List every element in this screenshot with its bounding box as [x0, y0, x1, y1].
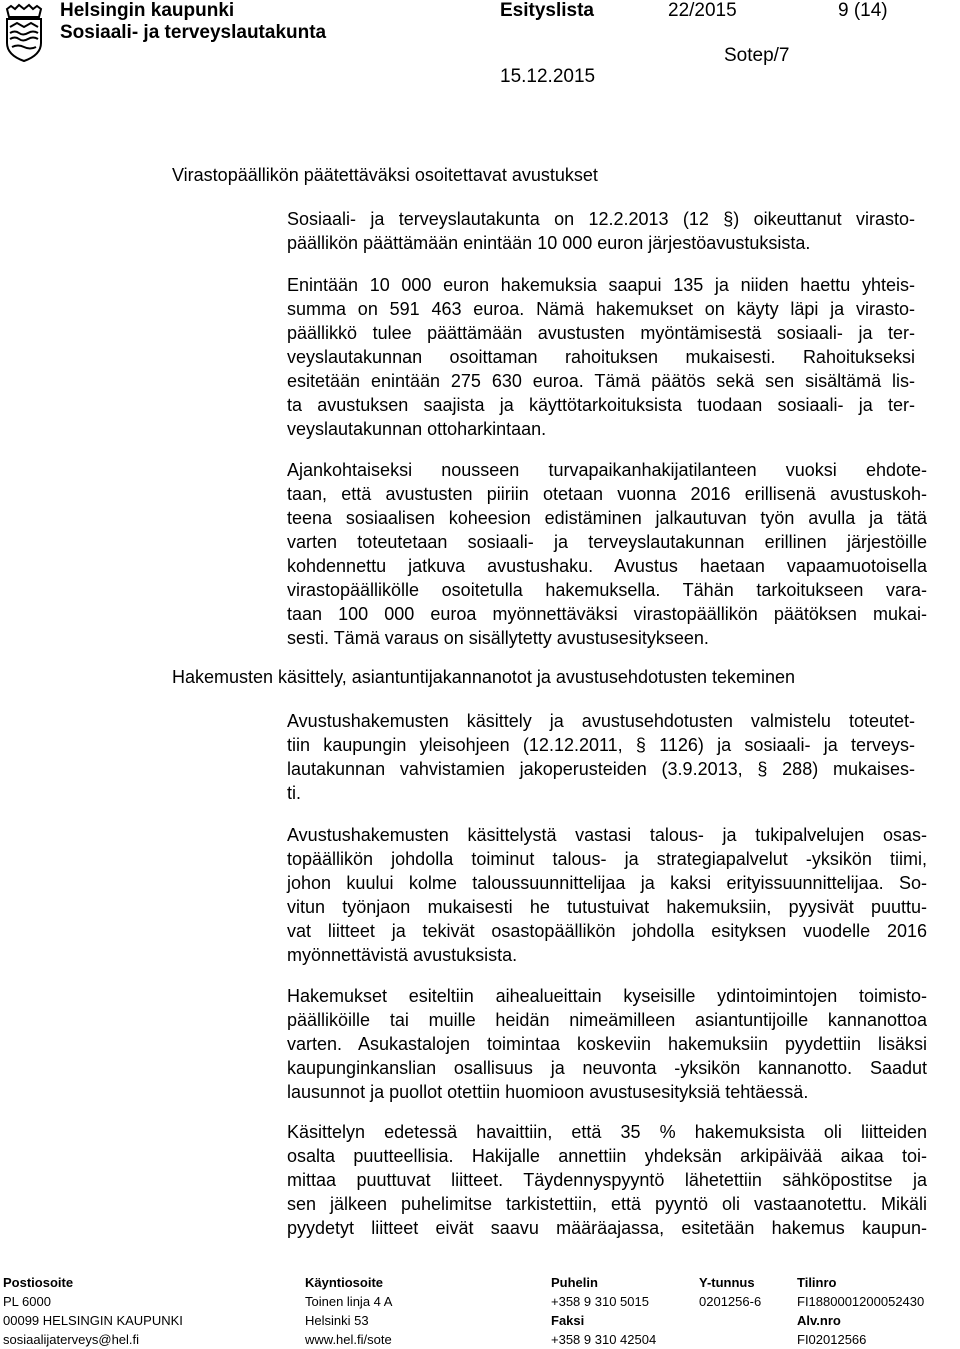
- page-number: 9 (14): [838, 0, 888, 21]
- board-name: Sosiaali- ja terveyslautakunta: [60, 22, 327, 43]
- footer-value: 0201256-6: [699, 1294, 762, 1309]
- text-line: Sosiaali- ja terveyslautakunta on 12.2.2013 (12 §) oikeuttanut virasto-: [287, 209, 915, 229]
- section-title: Virastopäällikön päätettäväksi osoitettavat avustukset: [172, 165, 598, 185]
- text-line: ta avustuksen saajista ja käyttötarkoituksista tuodaan sosiaali- ja ter-: [287, 395, 915, 415]
- paragraph-7: [287, 1120, 927, 1240]
- text-line: kaupunginkanslian osallisuus ja neuvonta -yksikön kannanotto. Saadut: [287, 1058, 927, 1078]
- footer-postal-address: [3, 1273, 183, 1349]
- footer-label: Tilinro: [797, 1275, 837, 1290]
- footer-value: +358 9 310 42504: [551, 1332, 657, 1347]
- text-line: vitun työnjaon mukaisesti he tutustuivat hakemuksiin, pyysivät puuttu-: [287, 897, 927, 917]
- footer-value: +358 9 310 5015: [551, 1294, 649, 1309]
- footer-label: Postiosoite: [3, 1275, 74, 1290]
- text-line: veyslautakunnan ottoharkintaan.: [287, 419, 547, 439]
- text-line: taan 100 000 euroa myönnettäväksi virastopäällikön päätöksen mukai-: [287, 604, 927, 624]
- text-line: osalta puutteellisia. Hakijalle annettiin yhdeksän arkipäivää aikaa toi-: [287, 1146, 927, 1166]
- footer-label: Y-tunnus: [699, 1275, 755, 1290]
- text-line: lausunnot ja puollot otettiin huomioon avustusesityksiä tehtäessä.: [287, 1082, 809, 1102]
- text-line: Avustushakemusten käsittely ja avustusehdotusten valmistelu toteutet-: [287, 711, 915, 731]
- footer-phone-fax: [551, 1273, 656, 1349]
- text-line: summa on 591 463 euroa. Nämä hakemukset on käyty läpi ja virasto-: [287, 299, 915, 319]
- text-line: johon kuului kolme taloussuunnittelijaa ja kaksi erityissuunnittelijaa. So-: [287, 873, 927, 893]
- paragraph-6: [287, 984, 927, 1104]
- doc-number: 22/2015: [668, 0, 737, 21]
- text-line: vat liitteet ja tekivät osastopäällikön johdolla esityksen vuodelle 2016: [287, 921, 927, 941]
- footer-value: FI1880001200052430: [797, 1294, 925, 1309]
- paragraph-3: [287, 458, 927, 650]
- text-line: myönnettävistä avustuksista.: [287, 945, 518, 965]
- footer-label: Puhelin: [551, 1275, 598, 1290]
- text-line: Ajankohtaiseksi nousseen turvapaikanhakijatilanteen vuoksi ehdote-: [287, 460, 927, 480]
- footer-value: 00099 HELSINGIN KAUPUNKI: [3, 1313, 183, 1328]
- text-line: pyydetyt liitteet eivät saavu määräajassa, esitetään hakemus kaupun-: [287, 1218, 927, 1238]
- text-line: ti.: [287, 783, 302, 803]
- footer-label: Alv.nro: [797, 1313, 841, 1328]
- text-line: mittaa puuttuvat liitteet. Täydennyspyyntö lähetettiin sähköpostitse ja: [287, 1170, 927, 1190]
- paragraph-2: [287, 273, 915, 441]
- text-line: Käsittelyn edetessä havaittiin, että 35 % hakemuksista oli liitteiden: [287, 1122, 927, 1142]
- meeting-date: 15.12.2015: [500, 66, 596, 87]
- text-line: sesti. Tämä varaus on sisällytetty avustusesitykseen.: [287, 628, 709, 648]
- footer-website: www.hel.fi/sote: [305, 1332, 392, 1347]
- subsection-heading: Hakemusten käsittely, asiantuntijakannanotot ja avustusehdotusten tekeminen: [172, 667, 796, 687]
- text-line: sen jälkeen puhelimitse tarkistettiin, että pyyntö oli vastaanotettu. Mikäli: [287, 1194, 927, 1214]
- text-line: esitetään enintään 275 630 euroa. Tämä päätös sekä sen sisältämä lis-: [287, 371, 915, 391]
- text-line: varten toteutetaan sosiaali- ja terveyslautakunnan erillinen järjestöille: [287, 532, 927, 552]
- footer-value: PL 6000: [3, 1294, 51, 1309]
- org-name: Helsingin kaupunki: [60, 0, 235, 21]
- text-line: päällikön päättämään enintään 10 000 euron järjestöavustuksista.: [287, 233, 811, 253]
- footer-label: Faksi: [551, 1313, 585, 1328]
- text-line: teena sosiaalisen koheesion edistäminen jalkautuvan työn avulla ja tätä: [287, 508, 927, 528]
- text-line: kohdennettu jatkuva avustushaku. Avustus haetaan vapaamuotoisella: [287, 556, 927, 576]
- footer-value: FI02012566: [797, 1332, 867, 1347]
- footer-business-id: [699, 1273, 761, 1311]
- text-line: Enintään 10 000 euron hakemuksia saapui 135 ja niiden haettu yhteis-: [287, 275, 915, 295]
- text-line: veyslautakunnan osoittaman rahoituksen mukaisesti. Rahoitukseksi: [287, 347, 915, 367]
- text-line: Hakemukset esiteltiin aihealueittain kyseisille ydintoimintojen toimisto-: [287, 986, 927, 1006]
- footer-label: Käyntiosoite: [305, 1275, 384, 1290]
- text-line: taan, että avustusten piiriin otetaan vuonna 2016 erillisenä avustuskoh-: [287, 484, 927, 504]
- text-line: Avustushakemusten käsittelystä vastasi talous- ja tukipalvelujen osas-: [287, 825, 927, 845]
- text-line: varten. Asukastalojen toimintaa koskeviin hakemuksiin pyydettiin lisäksi: [287, 1034, 927, 1054]
- footer-visiting-address: [305, 1273, 392, 1349]
- paragraph-1: [287, 207, 915, 255]
- text-line: päällikkö tulee päättämään avustusten myöntämisestä sosiaali- ja ter-: [287, 323, 915, 343]
- paragraph-4: [287, 709, 915, 805]
- helsinki-coat-of-arms-icon: [3, 3, 45, 63]
- section-id: Sotep/7: [724, 45, 790, 66]
- text-line: lautakunnan vahvistamien jakoperusteiden (3.9.2013, § 288) mukaises-: [287, 759, 915, 779]
- footer-value: Helsinki 53: [305, 1313, 369, 1328]
- text-line: virastopäällikölle osoitetulla hakemuksella. Tähän tarkoitukseen vara-: [287, 580, 927, 600]
- footer-value: Toinen linja 4 A: [305, 1294, 393, 1309]
- footer-account-vat: [797, 1273, 924, 1349]
- doc-type: Esityslista: [500, 0, 594, 21]
- text-line: tiin kaupungin yleisohjeen (12.12.2011, § 1126) ja sosiaali- ja terveys-: [287, 735, 915, 755]
- footer-email: sosiaalijaterveys@hel.fi: [3, 1332, 140, 1347]
- text-line: topäällikön johdolla toiminut talous- ja strategiapalvelut -yksikön tiimi,: [287, 849, 927, 869]
- paragraph-5: [287, 823, 927, 967]
- text-line: päälliköille tai muille heidän nimeämilleen asiantuntijoille kannanottoa: [287, 1010, 927, 1030]
